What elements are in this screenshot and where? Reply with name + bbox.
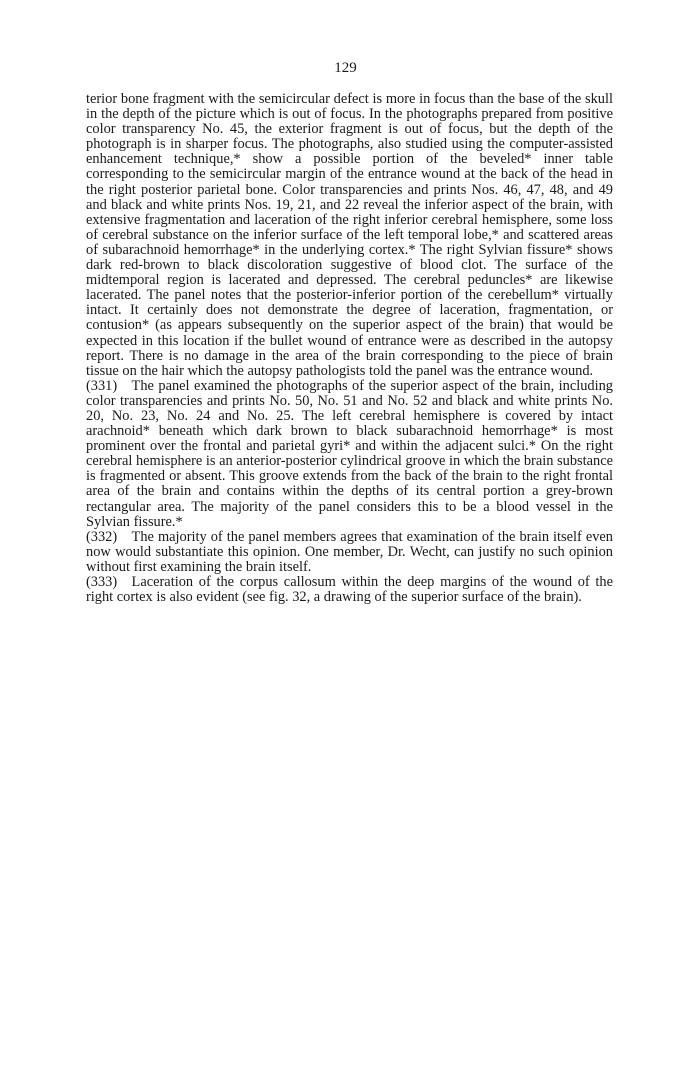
paragraph-331: (331) The panel examined the photographs of the superior aspect of the brain, including color transparencies and prints No. 50, No. 51 and No. 52 and black and white prints No. 20, No. 23, No. 24 and No. 25. The left cerebral hemisphere is covered by intact arachnoid* beneath which dark brown to black subarachnoid hemorrhage* is most prominent over the frontal and parietal gyri* and within the adjacent sulci.* On the right cerebral hemisphere is an anterior-posterior cylindrical groove in which the brain substance is fragmented or absent. This groove extends from the back of the brain to the right frontal area of the brain and contains within the depths of its central portion a grey-brown rectangular area. The majority of the panel considers this to be a blood vessel in the Sylvian fissure.* [86,377,613,530]
paragraph-333: (333) Laceration of the corpus callosum within the deep margins of the wound of the right cortex is also evident (see fig. 32, a drawing of the superior surface of the brain). [86,574,613,606]
page-number: 129 [334,60,357,76]
body-text [86,92,613,605]
paragraph-continuation: terior bone fragment with the semicircular defect is more in focus than the base of the skull in the depth of the picture which is out of focus. In the photographs prepared from positive color transparency No. 45, the exterior fragment is out of focus, but the depth of the photograph is in sharper focus. The photographs, also studied using the computer-assisted enhancement technique,* show a possible portion of the beveled* inner table corresponding to the semicircular margin of the entrance wound at the back of the head in the right posterior parietal bone. Color transparencies and prints Nos. 46, 47, 48, and 49 and black and white prints Nos. 19, 21, and 22 reveal the inferior aspect of the brain, with extensive fragmentation and laceration of the right inferior cerebral hemisphere, some loss of cerebral substance on the inferior surface of the left temporal lobe,* and scattered areas of subarachnoid hemorrhage* in the underlying cortex.* The right Sylvian fissure* shows dark red-brown to black discoloration suggestive of blood clot. The surface of the midtemporal region is lacerated and depressed. The cerebral peduncles* are likewise lacerated. The panel notes that the posterior-inferior portion of the cerebellum* virtually intact. It certainly does not demonstrate the degree of laceration, fragmentation, or contusion* (as appears subsequently on the superior aspect of the brain) that would be expected in this location if the bullet wound of entrance were as described in the autopsy report. There is no damage in the area of the brain corresponding to the piece of brain tissue on the hair which the autopsy pathologists told the panel was the entrance wound. [86,91,613,379]
paragraph-332: (332) The majority of the panel members agrees that examination of the brain itself even now would substantiate this opinion. One member, Dr. Wecht, can justify no such opinion without first examining the brain itself. [86,528,613,575]
